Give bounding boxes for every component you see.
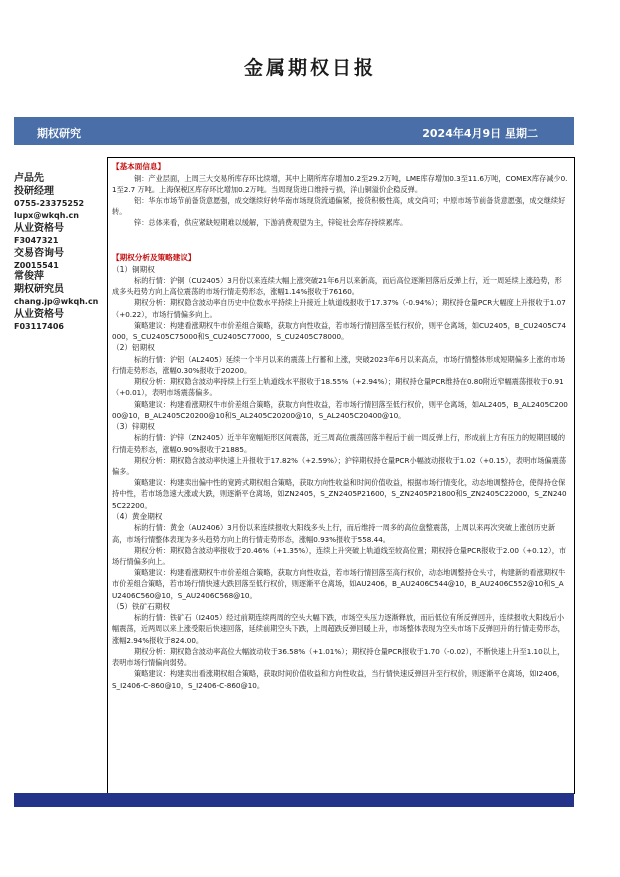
analyst-role: 期权研究员: [14, 284, 64, 295]
analyst-role: 投研经理: [14, 186, 54, 197]
analyst-name: 卢品先: [14, 173, 44, 184]
item-paragraph: 标的行情：沪铝（AL2405）延续一个半月以来的震荡上行蓄和上涨，突破2023年6月以来高点，市场行情整体形成短期偏多上涨的市场行情走势形态，涨幅0.30%报收于20200。: [112, 354, 566, 375]
item-title: （1）铜期权: [112, 264, 155, 274]
item-paragraph: 标的行情：黄金（AU2406）3月份以来连续报收大阳线多头上行，而后维持一周多的高位盘整震荡，上周以来再次突破上涨创历史新高，市场行情整体表现为多头趋势方向上的行情走势形态，涨幅0.93%报收于558.44。: [112, 523, 556, 544]
item-paragraph: 期权分析：期权隐含波动率高位大幅波动收于36.58%（+1.01%）；期权持仓量PCR报收于1.70（-0.02），不断快速上升至1.10以上，表明市场行情偏向弱势。: [112, 646, 565, 668]
cert-number: F03117406: [14, 322, 64, 331]
analyst-sidebar: [14, 145, 107, 795]
item-paragraph: 策略建议：构建卖出偏中性的宽跨式期权组合策略，获取方向性收益和时间价值收益，根据市场行情变化，动态地调整持仓，使得持仓保持中性，若市场急速大涨或大跌，则逐渐平仓离场，如ZN2405，S_ZN2405P21600，S_ZN2405P21800和S_ZN2405C22000，S_ZN2405C22200。: [112, 478, 567, 510]
basics-section: [108, 161, 572, 229]
item-paragraph: 标的行情：沪铜（CU2405）3月份以来连续大幅上涨突破21年6月以来新高，而后高位逐渐回落后反弹上行，近一周延续上涨趋势，形成多头趋势方向上高位震荡的市场行情走势形态，涨幅1.14%报收于76160。: [112, 276, 562, 297]
consult-label: 交易咨询号: [14, 248, 64, 259]
analyst-email[interactable]: chang.jp@wkqh.cn: [14, 297, 99, 306]
consult-number: Z0015541: [14, 261, 59, 270]
cert-number: F3047321: [14, 236, 59, 245]
analyst-card: [14, 270, 98, 333]
item-paragraph: 期权分析：期权隐含波动率快速上升报收于17.82%（+2.59%）；沪锌期权持仓量PCR小幅波动报收于1.02（+0.15），表明市场偏震荡偏多。: [112, 455, 567, 477]
item-paragraph: 策略建议：构建卖出看涨期权组合策略，获取时间价值收益和方向性收益，当行情快速反弹回升至行权价，则逐渐平仓离场，如I2406，S_I2406-C-860@10，S_I2406-C-860@10。: [112, 669, 565, 690]
cert-label: 从业资格号: [14, 309, 64, 320]
analyst-email[interactable]: lupx@wkqh.cn: [14, 211, 79, 220]
analyst-card: [14, 172, 84, 272]
item-paragraph: 标的行情：铁矿石（I2405）经过前期连续两周的空头大幅下跌，市场空头压力逐渐释放，而后低位有所反弹回升，连续报收大阳线后小幅震荡，近两周以来上涨受限后快速回落，延续前期空头下跌，上周超跌反弹回暖上升，市场整体表现为空头市场下反弹回升的行情走势形态，涨幅2.94%报收于824.00。: [112, 613, 565, 645]
item-paragraph: 期权分析：期权隐含波动率自历史中位数水平持续上升接近上轨道线报收于17.37%（-0.94%）；期权持仓量PCR大幅度上升报收于1.07（+0.22），市场行情偏多向上。: [112, 298, 566, 319]
item-title: （2）铝期权: [112, 343, 155, 353]
report-title: 金属期权日报: [243, 57, 376, 79]
item-title: （4）黄金期权: [112, 511, 163, 521]
item-paragraph: 策略建议：构建看涨期权牛市价差组合策略，获取方向性收益，若市场行情回落至低行权价，则平仓离场，如AL2405，B_AL2405C20000@10，B_AL2405C20200@10和S_AL2405C20200@10，S_AL2405C20400@10。: [112, 399, 568, 420]
item-paragraph: 策略建议：构建看涨期权牛市价差组合策略，获取方向性收益，若市场行情回落至低行权价，则平仓离场，如CU2405，B_CU2405C74000，S_CU2405C75000和S_CU2405C77000，S_CU2405C78000。: [112, 320, 567, 342]
item-paragraph: 策略建议：构建看涨期权牛市价差组合策略，获取方向性收益，若市场行情回落至高行权价，动态地调整持仓头寸，构建新的看涨期权牛市价差组合策略，若市场行情快速大跌回落至低行权价，则逐渐平仓离场，如AU2406，B_AU2406C544@10，B_AU2406C552@10和S_AU2406C560@10，S_AU2406C568@10。: [112, 568, 566, 600]
analyst-phone: 0755-23375252: [14, 199, 85, 208]
item-paragraph: 标的行情：沪锌（ZN2405）近半年宽幅矩形区间震荡，近三周高位震荡回落半程后于前一周反弹上行，形成前上方有压力的短期回暖的行情走势形态，涨幅0.90%报收于21885。: [112, 433, 566, 454]
item-paragraph: 期权分析：期权隐含波动率报收于20.46%（+1.35%），连续上升突破上轨道线至较高位置；期权持仓量PCR报收于2.00（+0.12），市场行情偏多向上。: [112, 545, 567, 566]
basics-paragraph: 铝：华东市场节前备货意愿强，成交继续好转华南市场现货流通偏紧，接货积极性高，成交尚可；中原市场节前备货意愿强，成交继续好转。: [112, 195, 566, 217]
basics-heading: 【基本面信息】: [112, 162, 166, 171]
report-date: 2024年4月9日 星期二: [422, 127, 538, 140]
section-label: 期权研究: [37, 127, 81, 140]
basics-paragraph: 铜：产业层面，上周三大交易所库存环比续增，其中上期所库存增加0.2至29.2万吨，LME库存增加0.3至11.6万吨，COMEX库存减少0.1至2.7 万吨。上海保税区库存环比增加0.2万吨。当周现货进口维持亏损，洋山铜溢价企稳反弹。: [112, 173, 568, 194]
strategy-heading: 【期权分析及策略建议】: [112, 253, 196, 262]
item-title: （3）锌期权: [112, 421, 155, 431]
item-paragraph: 期权分析：期权隐含波动率持续上行至上轨道线水平报收于18.55%（+2.94%）；期权持仓量PCR维持在0.80附近窄幅震荡报收于0.91（+0.01），表明市场震荡偏多。: [112, 377, 564, 398]
strategy-section: [108, 252, 572, 691]
cert-label: 从业资格号: [14, 223, 64, 234]
item-title: （5）铁矿石期权: [112, 601, 170, 611]
header-banner: [14, 117, 574, 145]
report-body: [107, 157, 575, 794]
footer-bar: [14, 793, 574, 807]
analyst-name: 常俊萍: [14, 271, 44, 282]
basics-paragraph: 锌：总体来看，供应紧缺短期难以缓解，下游消费观望为主，锌锭社会库存持续累库。: [134, 218, 408, 228]
